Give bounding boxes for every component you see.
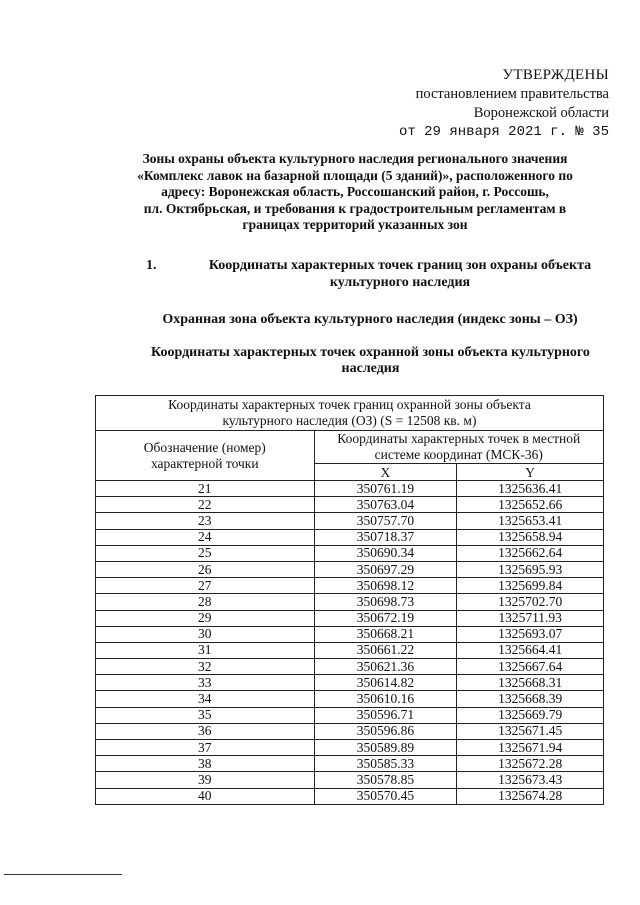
y-coordinate-cell: 1325664.41	[457, 642, 604, 658]
zone-heading: Охранная зона объекта культурного наследия (индекс зоны – ОЗ)	[162, 312, 578, 327]
table-row	[96, 513, 604, 529]
section-title-line: Координаты характерных точек границ зон охраны объекта	[208, 258, 592, 273]
approval-block	[399, 66, 609, 142]
x-coordinate-cell: 350589.89	[314, 740, 457, 756]
y-coordinate-cell: 1325673.43	[457, 772, 604, 788]
y-coordinate-cell: 1325652.66	[457, 497, 604, 513]
table-body	[96, 481, 604, 805]
column-header-x: X	[314, 464, 457, 481]
point-number-cell: 21	[96, 481, 315, 497]
table-row	[96, 772, 604, 788]
section-title-line: культурного наследия	[329, 275, 471, 290]
table-row	[96, 756, 604, 772]
point-number-cell: 32	[96, 659, 315, 675]
x-coordinate-cell: 350698.12	[314, 578, 457, 594]
table-row	[96, 497, 604, 513]
table-row	[96, 594, 604, 610]
y-coordinate-cell: 1325668.39	[457, 691, 604, 707]
column-header-line: Обозначение (номер)	[143, 439, 266, 455]
x-coordinate-cell: 350596.86	[314, 723, 457, 739]
point-number-cell: 34	[96, 691, 315, 707]
point-number-cell: 28	[96, 594, 315, 610]
y-coordinate-cell: 1325695.93	[457, 561, 604, 577]
approval-line: Воронежской области	[473, 105, 609, 121]
column-header-point	[96, 431, 315, 481]
y-coordinate-cell: 1325671.94	[457, 740, 604, 756]
y-coordinate-cell: 1325672.28	[457, 756, 604, 772]
document-title	[95, 151, 615, 234]
x-coordinate-cell: 350697.29	[314, 561, 457, 577]
column-header-line: системе координат (МСК-36)	[374, 447, 543, 462]
y-coordinate-cell: 1325699.84	[457, 578, 604, 594]
title-line: пл. Октябрьская, и требования к градостроительным регламентам в	[143, 200, 567, 216]
table-caption-line: Координаты характерных точек границ охранной зоны объекта	[168, 397, 531, 412]
table-row	[96, 529, 604, 545]
point-number-cell: 31	[96, 642, 315, 658]
x-coordinate-cell: 350661.22	[314, 642, 457, 658]
table-row	[96, 578, 604, 594]
point-number-cell: 39	[96, 772, 315, 788]
title-line: «Комплекс лавок на базарной площади (5 зданий)», расположенного по	[137, 167, 573, 183]
x-coordinate-cell: 350614.82	[314, 675, 457, 691]
point-number-cell: 24	[96, 529, 315, 545]
approval-date: от 29 января 2021 г. № 35	[398, 124, 609, 140]
x-coordinate-cell: 350761.19	[314, 481, 457, 497]
y-coordinate-cell: 1325671.45	[457, 723, 604, 739]
x-coordinate-cell: 350570.45	[314, 788, 457, 804]
table-row	[96, 561, 604, 577]
point-number-cell: 29	[96, 610, 315, 626]
title-line: Зоны охраны объекта культурного наследия регионального значения	[142, 151, 568, 166]
approval-line: постановлением правительства	[415, 86, 609, 102]
table-caption	[96, 396, 604, 431]
table-row	[96, 610, 604, 626]
point-number-cell: 30	[96, 626, 315, 642]
column-header-line: Координаты характерных точек в местной	[337, 431, 581, 446]
point-number-cell: 25	[96, 545, 315, 561]
table-row	[96, 545, 604, 561]
table-row	[96, 642, 604, 658]
y-coordinate-cell: 1325711.93	[457, 610, 604, 626]
point-number-cell: 37	[96, 740, 315, 756]
point-number-cell: 26	[96, 561, 315, 577]
approval-heading: УТВЕРЖДЕНЫ	[502, 67, 609, 83]
table-heading-line: наследия	[341, 361, 400, 376]
y-coordinate-cell: 1325702.70	[457, 594, 604, 610]
y-coordinate-cell: 1325662.64	[457, 545, 604, 561]
x-coordinate-cell: 350672.19	[314, 610, 457, 626]
x-coordinate-cell: 350610.16	[314, 691, 457, 707]
table-row	[96, 481, 604, 497]
x-coordinate-cell: 350596.71	[314, 707, 457, 723]
title-line: границах территорий указанных зон	[242, 217, 468, 232]
table-row	[96, 691, 604, 707]
x-coordinate-cell: 350585.33	[314, 756, 457, 772]
table-heading-line: Координаты характерных точек охранной зоны объекта культурного	[151, 345, 590, 360]
table-row	[96, 707, 604, 723]
y-coordinate-cell: 1325674.28	[457, 788, 604, 804]
y-coordinate-cell: 1325668.31	[457, 675, 604, 691]
coordinates-table	[95, 395, 604, 805]
table-heading	[128, 345, 613, 377]
y-coordinate-cell: 1325693.07	[457, 626, 604, 642]
table-caption-line: культурного наследия (ОЗ) (S = 12508 кв. м)	[222, 413, 477, 428]
y-coordinate-cell: 1325669.79	[457, 707, 604, 723]
column-header-y: Y	[457, 464, 604, 481]
table-row	[96, 675, 604, 691]
x-coordinate-cell: 350718.37	[314, 529, 457, 545]
table-row	[96, 626, 604, 642]
point-number-cell: 33	[96, 675, 315, 691]
point-number-cell: 23	[96, 513, 315, 529]
y-coordinate-cell: 1325667.64	[457, 659, 604, 675]
table-row	[96, 723, 604, 739]
point-number-cell: 40	[96, 788, 315, 804]
column-header-line: характерной точки	[150, 455, 259, 471]
title-line: адресу: Воронежская область, Россошанский район, г. Россошь,	[161, 184, 549, 199]
x-coordinate-cell: 350578.85	[314, 772, 457, 788]
y-coordinate-cell: 1325636.41	[457, 481, 604, 497]
point-number-cell: 22	[96, 497, 315, 513]
section-heading	[146, 257, 616, 291]
point-number-cell: 36	[96, 723, 315, 739]
footer-divider	[4, 874, 122, 875]
x-coordinate-cell: 350698.73	[314, 594, 457, 610]
table-row	[96, 788, 604, 804]
x-coordinate-cell: 350668.21	[314, 626, 457, 642]
table-row	[96, 740, 604, 756]
y-coordinate-cell: 1325653.41	[457, 513, 604, 529]
x-coordinate-cell: 350690.34	[314, 545, 457, 561]
point-number-cell: 38	[96, 756, 315, 772]
y-coordinate-cell: 1325658.94	[457, 529, 604, 545]
x-coordinate-cell: 350763.04	[314, 497, 457, 513]
point-number-cell: 35	[96, 707, 315, 723]
x-coordinate-cell: 350757.70	[314, 513, 457, 529]
point-number-cell: 27	[96, 578, 315, 594]
section-number: 1.	[146, 258, 157, 273]
table-row	[96, 659, 604, 675]
column-header-coordinates	[314, 431, 603, 464]
x-coordinate-cell: 350621.36	[314, 659, 457, 675]
